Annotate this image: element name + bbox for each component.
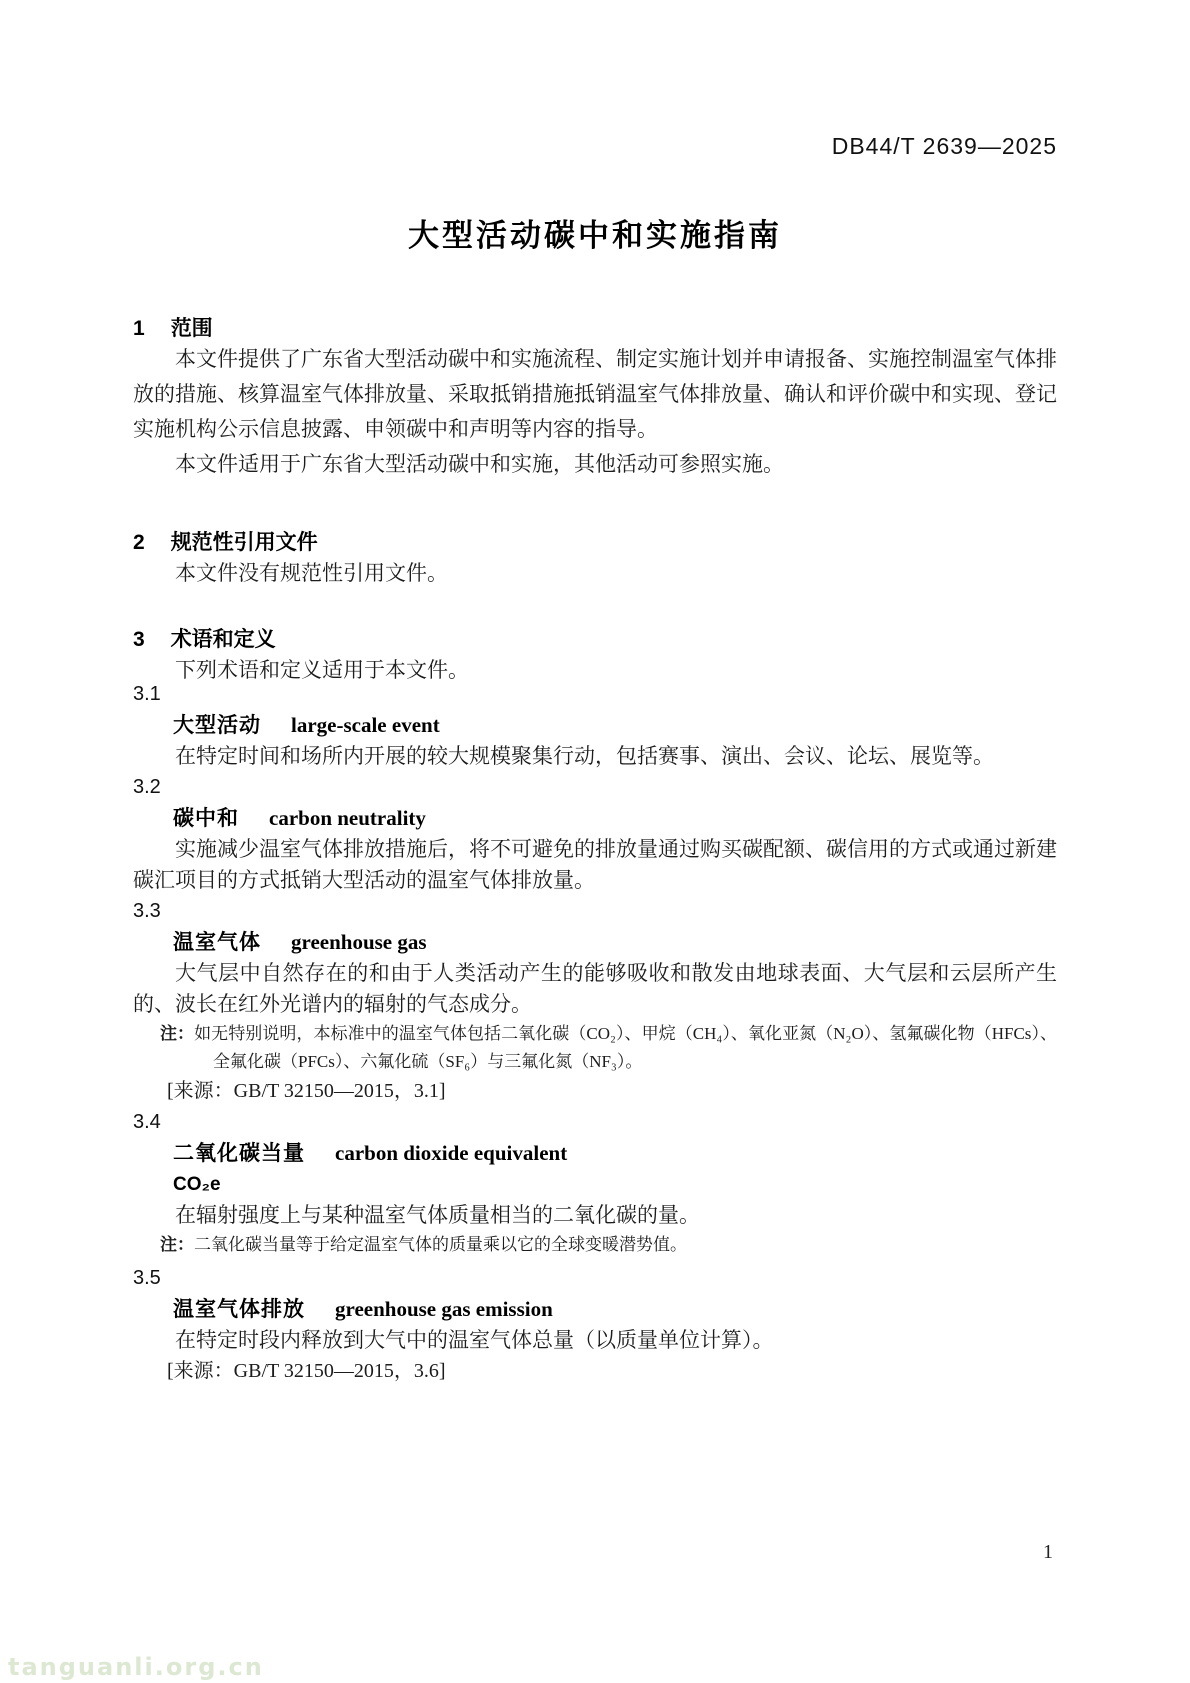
term-heading — [133, 1138, 1057, 1169]
section-label: 范围 — [170, 317, 213, 340]
term-heading — [133, 803, 1057, 834]
term-definition: 在特定时段内释放到大气中的温室气体总量（以质量单位计算）。 — [175, 1328, 774, 1352]
term-number: 3.1 — [133, 683, 161, 705]
term-zh: 碳中和 — [173, 807, 239, 830]
term-heading — [133, 927, 1057, 958]
note-label: 注： — [160, 1235, 194, 1254]
term-en: carbon neutrality — [269, 806, 426, 830]
normative-references-paragraph: 本文件没有规范性引用文件。 — [175, 561, 448, 585]
section-number: 3 — [133, 628, 145, 651]
term-en: large-scale event — [291, 713, 440, 737]
term-en: carbon dioxide equivalent — [335, 1141, 568, 1165]
term-source: [来源：GB/T 32150—2015，3.1] — [167, 1080, 446, 1102]
term-definition: 大气层中自然存在的和由于人类活动产生的能够吸收和散发由地球表面、大气层和云层所产生的、波长在红外光谱内的辐射的气态成分。 — [133, 961, 1057, 1016]
term-en: greenhouse gas emission — [335, 1297, 553, 1321]
term-number: 3.2 — [133, 776, 161, 798]
scope-paragraph-2: 本文件适用于广东省大型活动碳中和实施，其他活动可参照实施。 — [175, 452, 784, 476]
section-number: 2 — [133, 531, 145, 554]
term-symbol: CO₂e — [173, 1174, 221, 1195]
page-title: 大型活动碳中和实施指南 — [408, 218, 782, 253]
section-number: 1 — [133, 317, 145, 340]
scope-paragraph-1: 本文件提供了广东省大型活动碳中和实施流程、制定实施计划并申请报备、实施控制温室气体排放的措施、核算温室气体排放量、采取抵销措施抵销温室气体排放量、确认和评价碳中和实现、登记实施机构公示信息披露、申领碳中和声明等内容的指导。 — [133, 347, 1057, 441]
doc-number: DB44/T 2639—2025 — [831, 133, 1057, 159]
terms-list — [133, 679, 1057, 1387]
term-definition: 实施减少温室气体排放措施后，将不可避免的排放量通过购买碳配额、碳信用的方式或通过新建碳汇项目的方式抵销大型活动的温室气体排放量。 — [133, 837, 1057, 892]
section-label: 规范性引用文件 — [170, 531, 318, 554]
section-heading-scope — [133, 316, 1057, 342]
term-source: [来源：GB/T 32150—2015，3.6] — [167, 1360, 446, 1382]
page-number: 1 — [1043, 1541, 1053, 1563]
term-heading — [133, 1294, 1057, 1325]
term-number: 3.3 — [133, 900, 161, 922]
term-zh: 温室气体排放 — [173, 1298, 305, 1321]
section-heading-terms — [133, 627, 1057, 653]
note-label: 注： — [160, 1024, 195, 1043]
term-note — [133, 1231, 1057, 1259]
term-note — [133, 1020, 1057, 1076]
term-definition: 在辐射强度上与某种温室气体质量相当的二氧化碳的量。 — [175, 1203, 700, 1227]
section-label: 术语和定义 — [170, 628, 276, 651]
term-number: 3.4 — [133, 1111, 161, 1133]
term-en: greenhouse gas — [291, 930, 427, 954]
term-heading — [133, 710, 1057, 741]
page-content — [133, 0, 1057, 1387]
term-zh: 温室气体 — [173, 931, 261, 954]
watermark: tanguanli.org.cn — [8, 1653, 264, 1681]
note-text: 如无特别说明，本标准中的温室气体包括二氧化碳（CO₂）、甲烷（CH₄）、氧化亚氮（N₂O）、氢氟碳化物（HFCs）、全氟化碳（PFCs）、六氟化硫（SF₆）与三氟化氮（NF₃）。 — [194, 1024, 1058, 1071]
term-definition: 在特定时间和场所内开展的较大规模聚集行动，包括赛事、演出、会议、论坛、展览等。 — [175, 744, 994, 768]
section-heading-normative-references — [133, 530, 1057, 556]
term-number: 3.5 — [133, 1267, 161, 1289]
term-zh: 二氧化碳当量 — [173, 1142, 305, 1165]
term-zh: 大型活动 — [173, 714, 261, 737]
note-text: 二氧化碳当量等于给定温室气体的质量乘以它的全球变暖潜势值。 — [194, 1235, 687, 1254]
terms-intro-paragraph: 下列术语和定义适用于本文件。 — [175, 658, 469, 682]
